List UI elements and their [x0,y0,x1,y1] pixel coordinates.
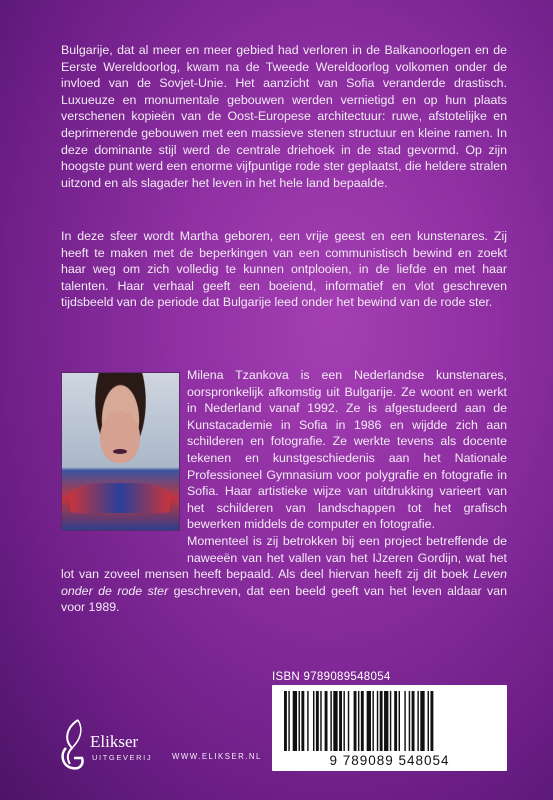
author-bio [61,367,507,616]
publisher-website: WWW.ELIKSER.NL [172,752,262,761]
publisher-logo [58,718,168,776]
book-title: Leven onder de rode ster [61,567,507,598]
synopsis-paragraph-2: In deze sfeer wordt Martha geboren, een vrije geest en een kunstenares. Zij heeft te maken met de beperkingen van een communistisch bewind en zoekt haar weg om zich volledig te kunnen ontplooien, in de liefde en met haar talenten. Haar verhaal geeft een boeiend, informatief en vlot geschreven tijdsbeeld van de periode dat Bulgarije leed onder het bewind van de rode ster. [61,229,507,310]
publisher-name: Elikser [90,732,139,751]
bio-text-before-title: Momenteel is zij betrokken bij een project betreffende de naweeën van het vallen van het IJzeren Gordijn, wat het lot van zoveel mensen heeft bepaald. Als deel hiervan heeft zij dit boek [61,533,507,582]
author-bio-part1: Milena Tzankova is een Nederlandse kunstenares, oorspronkelijk afkomstig uit Bulgarije. Ze woont en werkt in Nederland vanaf 1992. Ze is afgestudeerd aan de Kunstacademie in Sofia in 1986 en wijdde zich aan schilderen en fotografie. Ze werkte tevens als docente tekenen en kunstgeschiedenis aan het Nationale Professioneel Gymnasium voor polygrafie en fotografie in Sofia. Haar artistieke wijze van uitdrukking varieert van het schilderen van landschappen tot het grafisch bewerken middels de computer en fotografie. [187,368,507,532]
bio-text-after-title: geschreven, dat een beeld geeft van het leven aldaar van voor 1989. [61,583,507,615]
barcode-bars-icon [284,691,495,751]
quill-emblem-icon [58,718,92,776]
publisher-subtitle: UITGEVERIJ [92,753,153,762]
synopsis-paragraph-1: Bulgarije, dat al meer en meer gebied had verloren in de Balkanoorlogen en de Eerste Wereldoorlog, kwam na de Tweede Wereldoorlog volkomen onder de invloed van de Sovjet-Unie. Het aanzicht van Sofia veranderde drastisch. Luxueuze en monumentale gebouwen werden vernietigd en op hun plaats verschenen kopieën van de Oost-Europese architectuur: ruwe, afstotelijke en deprimerende gebouwen met een massieve stenen structuur en kleine ramen. In deze dominante stijl werd de centrale driehoek in de stad gevormd. Op zijn hoogste punt werd een enorme vijfpuntige rode ster geplaatst, die heldere stralen uitzond en als slagader het leven in het hele land bepaalde. [61,43,507,190]
barcode [272,685,507,771]
isbn-label: ISBN 9789089548054 [272,671,391,683]
barcode-digits: 9 789089 548054 [329,753,450,768]
photo-spacer [61,367,187,565]
